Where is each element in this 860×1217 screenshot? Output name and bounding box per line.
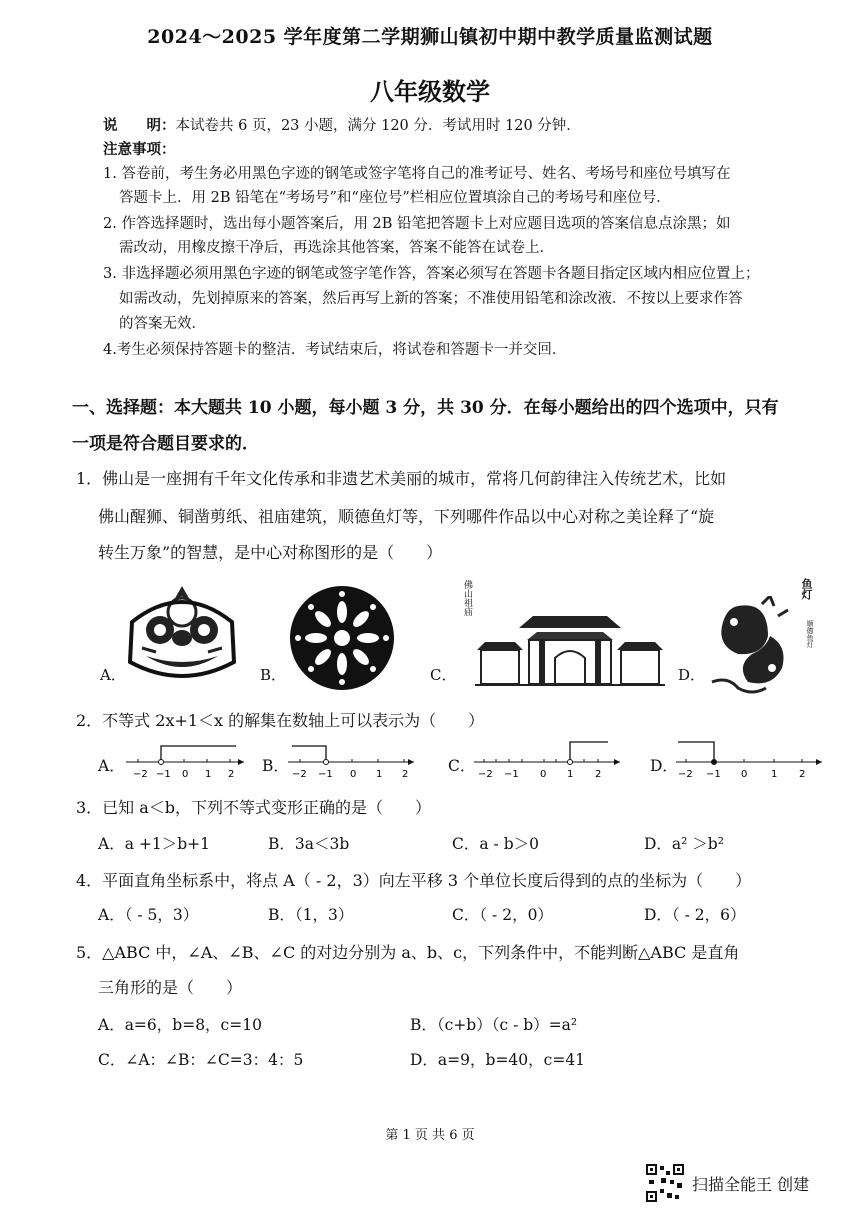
tick-label: 0 <box>540 769 547 780</box>
description-label: 说 明： <box>103 117 176 134</box>
q1-fig-d-side-caption: 顺德鱼灯 <box>806 620 814 648</box>
q1-fig-c-caption: 佛山祖庙 <box>462 580 472 616</box>
tick-label: 2 <box>799 769 806 780</box>
tick-label: −2 <box>133 769 148 780</box>
section-1-line-1: 一、选择题：本大题共 10 小题，每小题 3 分，共 30 分．在每小题给出的四个选项中，只有 <box>72 398 779 418</box>
tick-label: 1 <box>771 769 778 780</box>
tick-label: 1 <box>205 769 212 780</box>
tick-label: 1 <box>567 769 574 780</box>
lion-dance-icon <box>122 582 242 690</box>
q2-number-line-b <box>288 740 418 782</box>
tick-label: 0 <box>350 769 357 780</box>
exam-title: 2024～2025 学年度第二学期狮山镇初中期中教学质量监测试题 <box>147 26 713 48</box>
tick-label: −1 <box>504 769 519 780</box>
description-text: 本试卷共 6 页，23 小题，满分 120 分．考试用时 120 分钟． <box>175 118 581 134</box>
q3-option-c: C．a - b＞0 <box>452 835 539 853</box>
page-number: 第 1 页 共 6 页 <box>385 1128 475 1143</box>
tick-label: −1 <box>156 769 171 780</box>
ancestral-temple-icon <box>475 608 665 688</box>
paper-cut-icon <box>287 584 397 692</box>
note-2-line-2: 需改动，用橡皮擦干净后，再选涂其他答案，答案不能答在试卷上． <box>119 240 554 256</box>
tick-label: −1 <box>706 769 721 780</box>
notes-heading: 注意事项： <box>103 141 176 158</box>
note-1-line-1: 1. 答卷前，考生务必用黑色字迹的钢笔或签字笔将自己的准考证号、姓名、考场号和座位号填写在 <box>103 166 731 182</box>
tick-label: 2 <box>402 769 409 780</box>
q2-label-a: A． <box>98 757 125 775</box>
note-3-line-1: 3. 非选择题必须用黑色字迹的钢笔或签字笔作答，答案必须写在答题卡各题目指定区域内相应位置上； <box>103 266 760 282</box>
q5-option-d: D．a=9，b=40，c=41 <box>410 1051 586 1069</box>
q1-label-c: C． <box>430 666 457 684</box>
q5-line-1: 5．△ABC 中，∠A、∠B、∠C 的对边分别为 a、b、c，下列条件中，不能判断△ABC 是直角 <box>76 943 740 962</box>
q5-option-b: B．（c+b）（c - b）=a² <box>410 1016 578 1034</box>
q2-stem: 2．不等式 2x+1＜x 的解集在数轴上可以表示为（ ） <box>76 711 485 730</box>
q2-number-line-c <box>474 738 624 780</box>
exam-subject: 八年级数学 <box>370 77 490 106</box>
q1-label-d: D． <box>678 666 706 684</box>
scanner-watermark: 扫描全能王 创建 <box>692 1175 810 1194</box>
tick-label: 2 <box>595 769 602 780</box>
tick-label: 0 <box>182 769 189 780</box>
q4-option-b: B．（1，3） <box>268 906 354 924</box>
q1-line-1: 1．佛山是一座拥有千年文化传承和非遗艺术美丽的城市，常将几何韵律注入传统艺术，比如 <box>76 469 727 488</box>
q3-option-a: A．a +1＞b+1 <box>98 835 210 853</box>
description <box>103 114 581 138</box>
q4-option-a: A．（ - 5，3） <box>98 906 199 924</box>
q5-option-c: C．∠A：∠B：∠C=3：4：5 <box>98 1051 304 1069</box>
note-3-line-3: 的答案无效． <box>119 316 206 332</box>
q3-stem: 3．已知 a＜b，下列不等式变形正确的是（ ） <box>76 798 432 817</box>
section-1-line-2: 一项是符合题目要求的． <box>72 434 259 454</box>
q1-fig-d-caption: 鱼灯 <box>800 578 813 600</box>
fish-lantern-icon <box>708 596 798 696</box>
q4-option-c: C．（ - 2，0） <box>452 906 553 924</box>
q5-option-a: A．a=6，b=8，c=10 <box>98 1016 262 1034</box>
note-1-line-2: 答题卡上．用 2B 铅笔在“考场号”和“座位号”栏相应位置填涂自己的考场号和座位号． <box>119 190 671 206</box>
q1-label-b: B． <box>260 666 287 684</box>
note-2-line-1: 2. 作答选择题时，选出每小题答案后，用 2B 铅笔把答题卡上对应题目选项的答案信息点涂黑；如 <box>103 216 731 232</box>
tick-label: −2 <box>478 769 493 780</box>
tick-label: −1 <box>318 769 333 780</box>
q5-line-2: 三角形的是（ ） <box>98 978 243 997</box>
tick-label: 2 <box>228 769 235 780</box>
q2-label-b: B． <box>262 757 289 775</box>
q1-label-a: A． <box>100 666 126 684</box>
tick-label: −2 <box>678 769 693 780</box>
tick-label: 1 <box>376 769 383 780</box>
note-3-line-2: 如需改动，先划掉原来的答案，然后再写上新的答案；不准使用铅笔和涂改液．不按以上要求作答 <box>119 291 743 307</box>
q1-line-3: 转生万象”的智慧，是中心对称图形的是（ ） <box>98 543 443 562</box>
tick-label: 0 <box>741 769 748 780</box>
q4-stem: 4．平面直角坐标系中，将点 A（ - 2，3）向左平移 3 个单位长度后得到的点的坐标为（ ） <box>76 871 752 890</box>
tick-label: −2 <box>292 769 307 780</box>
q3-option-b: B．3a＜3b <box>268 835 350 853</box>
q2-number-line-d <box>676 738 826 780</box>
q4-option-d: D．（ - 2，6） <box>644 906 746 924</box>
qr-code-icon <box>645 1163 685 1203</box>
q1-line-2: 佛山醒狮、铜凿剪纸、祖庙建筑，顺德鱼灯等，下列哪件作品以中心对称之美诠释了“旋 <box>98 507 715 526</box>
q2-label-c: C． <box>448 757 476 775</box>
q2-number-line-a <box>126 740 248 782</box>
q3-option-d: D．a² ＞b² <box>644 835 724 853</box>
note-4: 4.考生必须保持答题卡的整洁．考试结束后，将试卷和答题卡一并交回． <box>103 342 567 358</box>
q2-label-d: D． <box>650 757 678 775</box>
